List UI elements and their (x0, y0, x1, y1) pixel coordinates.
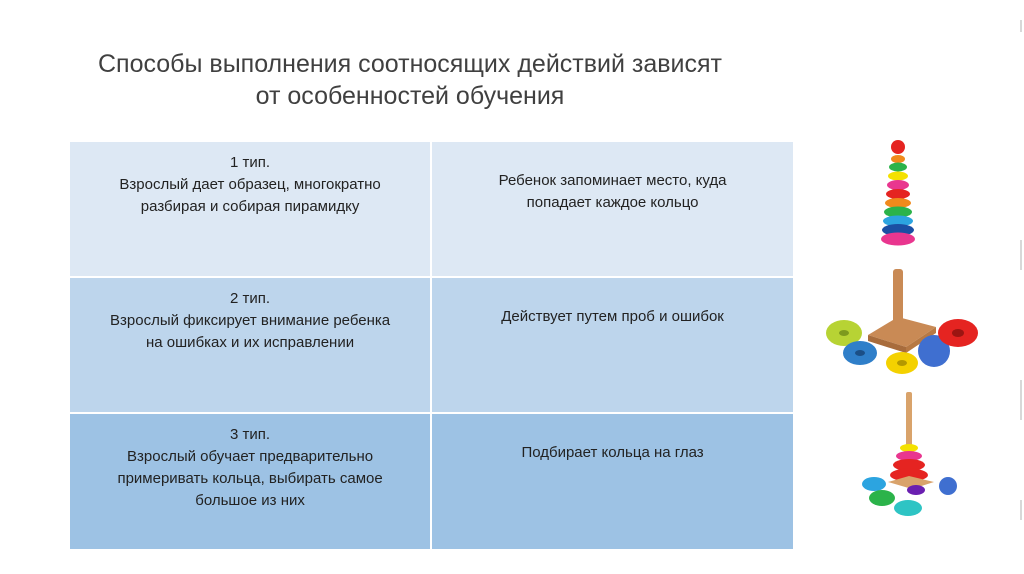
type-label: 1 тип. (230, 154, 271, 171)
table-row (69, 141, 794, 277)
child-text-line: попадает каждое кольцо (526, 194, 699, 211)
type-label: 2 тип. (230, 290, 271, 307)
learning-types-table (68, 140, 795, 551)
adult-text-line: большое из них (195, 492, 305, 509)
stacked-ring-pyramid-photo (870, 140, 926, 248)
partially-stacked-pyramid-photo (860, 390, 970, 520)
adult-text-line: Взрослый дает образец, многократно (119, 176, 381, 193)
title-line-1: Способы выполнения соотносящих действий зависят (98, 50, 722, 78)
child-text-line: Ребенок запоминает место, куда (498, 172, 727, 189)
adult-text-line: Взрослый обучает предварительно (127, 448, 374, 465)
wooden-pyramid-with-loose-rings-photo (820, 265, 980, 377)
child-text-block (450, 424, 775, 464)
adult-method-cell (69, 141, 431, 277)
adult-method-cell (69, 413, 431, 550)
child-action-cell (431, 413, 794, 550)
adult-text-line: на ошибках и их исправлении (146, 334, 355, 351)
title-line-2: от особенностей обучения (255, 82, 565, 110)
slide-title (60, 48, 760, 112)
child-text-block (450, 288, 775, 328)
edge-mark (1020, 240, 1022, 270)
table-row (69, 413, 794, 550)
slide-edge (1018, 0, 1024, 574)
adult-text-line: разбирая и собирая пирамидку (140, 198, 360, 215)
child-text-line: Подбирает кольца на глаз (521, 444, 704, 461)
edge-mark (1020, 380, 1022, 420)
table-row (69, 277, 794, 413)
type-label: 3 тип. (230, 426, 271, 443)
adult-text-line: примеривать кольца, выбирать самое (117, 470, 383, 487)
adult-method-cell (69, 277, 431, 413)
child-text-block (450, 152, 775, 214)
child-action-cell (431, 141, 794, 277)
child-action-cell (431, 277, 794, 413)
child-text-line: Действует путем проб и ошибок (501, 308, 724, 325)
edge-mark (1020, 20, 1022, 32)
adult-text-line: Взрослый фиксирует внимание ребенка (110, 312, 391, 329)
edge-mark (1020, 500, 1022, 520)
